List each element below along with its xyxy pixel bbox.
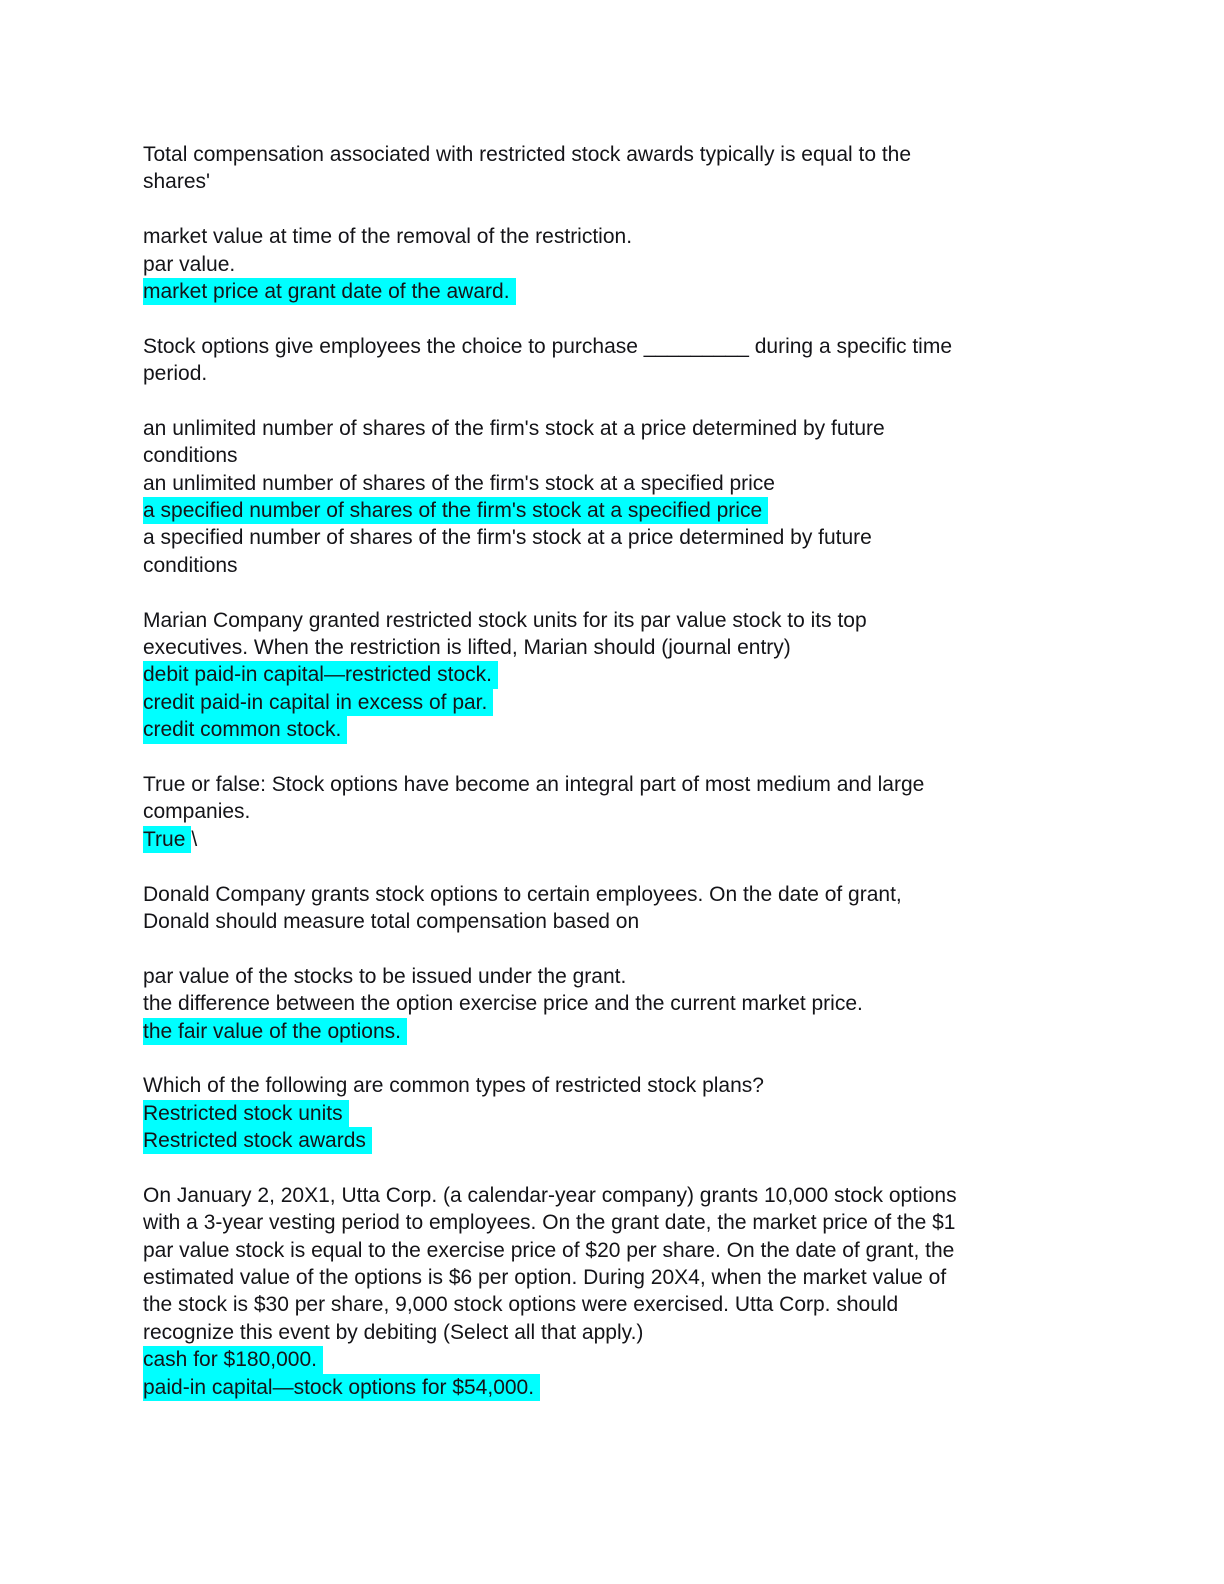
document-line — [143, 1291, 1184, 1318]
text-segment: executives. When the restriction is lifted, Marian should (journal entry) — [143, 636, 791, 660]
document-line — [143, 1319, 1184, 1346]
document-line — [143, 1127, 1184, 1154]
text-segment: True or false: Stock options have become an integral part of most medium and large — [143, 772, 925, 796]
document-line — [143, 1209, 1184, 1236]
blank-line — [143, 1154, 1184, 1181]
document-line — [143, 1237, 1184, 1264]
text-segment: Donald Company grants stock options to certain employees. On the date of grant, — [143, 882, 902, 906]
text-segment: conditions — [143, 444, 238, 468]
document-line — [143, 771, 1184, 798]
text-segment: market value at time of the removal of the restriction. — [143, 225, 633, 249]
text-segment: recognize this event by debiting (Select all that apply.) — [143, 1320, 644, 1344]
document-line — [143, 1072, 1184, 1099]
highlighted-answer: debit paid-in capital—restricted stock. — [143, 661, 498, 688]
blank-line — [143, 744, 1184, 771]
document-line — [143, 141, 1184, 168]
text-segment: Marian Company granted restricted stock units for its par value stock to its top — [143, 608, 867, 632]
text-segment: conditions — [143, 553, 238, 577]
document-line — [143, 990, 1184, 1017]
highlighted-answer: credit paid-in capital in excess of par. — [143, 689, 493, 716]
document-line — [143, 1374, 1184, 1401]
document-line — [143, 826, 1184, 853]
document-line — [143, 524, 1184, 551]
text-segment: Which of the following are common types of restricted stock plans? — [143, 1074, 764, 1098]
highlighted-answer: the fair value of the options. — [143, 1018, 407, 1045]
document-line — [143, 1182, 1184, 1209]
text-segment: Stock options give employees the choice to purchase _________ during a specific time — [143, 334, 952, 358]
highlighted-answer: paid-in capital—stock options for $54,000. — [143, 1374, 540, 1401]
highlighted-answer: market price at grant date of the award. — [143, 278, 516, 305]
text-segment: with a 3-year vesting period to employees. On the grant date, the market price of the $1 — [143, 1211, 956, 1235]
text-segment: a specified number of shares of the firm's stock at a price determined by future — [143, 526, 872, 550]
highlighted-answer: a specified number of shares of the firm's stock at a specified price — [143, 497, 768, 524]
highlighted-answer: Restricted stock awards — [143, 1127, 372, 1154]
highlighted-answer: credit common stock. — [143, 716, 347, 743]
document-line — [143, 552, 1184, 579]
text-segment: par value of the stocks to be issued under the grant. — [143, 964, 627, 988]
highlighted-answer: cash for $180,000. — [143, 1346, 323, 1373]
text-segment: the difference between the option exercise price and the current market price. — [143, 992, 863, 1016]
highlighted-answer: True — [143, 826, 191, 853]
document-line — [143, 497, 1184, 524]
blank-line — [143, 388, 1184, 415]
blank-line — [143, 853, 1184, 880]
text-segment: \ — [191, 827, 198, 851]
blank-line — [143, 305, 1184, 332]
document-line — [143, 716, 1184, 743]
document-line — [143, 661, 1184, 688]
document-line — [143, 415, 1184, 442]
document-line — [143, 607, 1184, 634]
document-line — [143, 908, 1184, 935]
document-line — [143, 1264, 1184, 1291]
blank-line — [143, 579, 1184, 606]
document-line — [143, 798, 1184, 825]
document-line — [143, 333, 1184, 360]
document-line — [143, 881, 1184, 908]
text-segment: shares' — [143, 170, 211, 194]
blank-line — [143, 196, 1184, 223]
highlighted-answer: Restricted stock units — [143, 1100, 349, 1127]
text-segment: par value. — [143, 252, 236, 276]
document-line — [143, 634, 1184, 661]
text-segment: period. — [143, 362, 208, 386]
document-line — [143, 689, 1184, 716]
text-segment: estimated value of the options is $6 per option. During 20X4, when the market value of — [143, 1266, 947, 1290]
document-line — [143, 963, 1184, 990]
text-segment: Donald should measure total compensation based on — [143, 909, 640, 933]
document-line — [143, 1346, 1184, 1373]
document-line — [143, 168, 1184, 195]
document-line — [143, 1018, 1184, 1045]
document-line — [143, 223, 1184, 250]
document-line — [143, 470, 1184, 497]
text-segment: On January 2, 20X1, Utta Corp. (a calendar-year company) grants 10,000 stock options — [143, 1183, 957, 1207]
text-segment: the stock is $30 per share, 9,000 stock options were exercised. Utta Corp. should — [143, 1293, 899, 1317]
text-segment: par value stock is equal to the exercise price of $20 per share. On the date of grant, the — [143, 1238, 955, 1262]
document-line — [143, 360, 1184, 387]
document-line — [143, 442, 1184, 469]
document-text — [143, 141, 1184, 1401]
text-segment: an unlimited number of shares of the firm's stock at a price determined by future — [143, 416, 885, 440]
document-line — [143, 251, 1184, 278]
text-segment: companies. — [143, 800, 251, 824]
text-segment: an unlimited number of shares of the firm's stock at a specified price — [143, 471, 775, 495]
document-line — [143, 278, 1184, 305]
blank-line — [143, 935, 1184, 962]
blank-line — [143, 1045, 1184, 1072]
document-line — [143, 1100, 1184, 1127]
text-segment: Total compensation associated with restricted stock awards typically is equal to the — [143, 143, 912, 166]
